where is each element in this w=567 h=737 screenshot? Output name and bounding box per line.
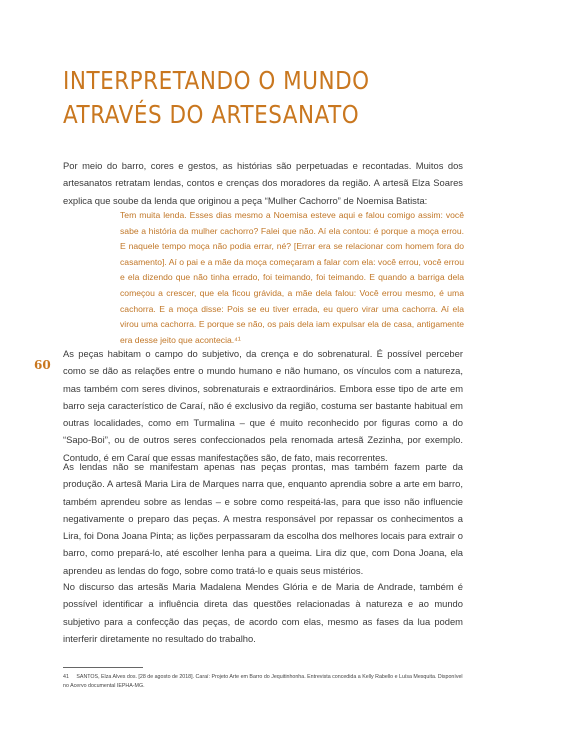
page-number: 60 xyxy=(34,358,51,372)
footnote-text: SANTOS, Elza Alves dos. [28 de agosto de 2018]. Caraí: Projeto Arte em Barro do Jequitinhonha. Entrevista concedida a Kelly Rabello e Luísa Mesquita. Disponível no Acervo documental IEPHA-MG. xyxy=(63,674,463,689)
page-title: INTERPRETANDO O MUNDO ATRAVÉS DO ARTESANATO xyxy=(63,66,370,129)
paragraph-nature: No discurso das artesãs Maria Madalena Mendes Glória e de Maria de Andrade, também é possível identificar a influência direta das questões relacionadas à natureza e ao mundo subjetivo para a confecção das peças, de acordo com elas, mesmo as fases da lua podem interferir diretamente no resultado do trabalho. xyxy=(63,581,463,644)
intro-paragraph: Por meio do barro, cores e gestos, as histórias são perpetuadas e recontadas. Muitos dos artesanatos retratam lendas, contos e crenças dos moradores da região. A artesã Elza Soares explica que soube da lenda que originou a peça “Mulher Cachorro” de Noemisa Batista: xyxy=(63,160,463,206)
paragraph-legends: As lendas não se manifestam apenas nas peças prontas, mas também fazem parte da produção. A artesã Maria Lira de Marques narra que, enquanto aprendia sobre a arte em barro, também aprendeu sobre as lendas – e sobre como respeitá-las, para que isso não influencie negativamente o preparo das peças. A mestra responsável por repassar os conhecimentos a Lira, foi Dona Joana Pinta; as lições perpassaram da escolha dos melhores locais para extrair o barro, como prepará-lo, até escolher lenha para a queima. Lira diz que, com Dona Joana, ela aprendeu as lendas do fogo, sobre como tratá-lo e quais seus mistérios. xyxy=(63,461,463,576)
footnote xyxy=(63,673,463,691)
paragraph-subjective: As peças habitam o campo do subjetivo, da crença e do sobrenatural. É possível perceber como se dão as relações entre o mundo humano e não humano, os vínculos com a natureza, mas também com seres divinos, sobrenaturais e extraordinários. Embora esse tipo de arte em barro seja característico de Caraí, não é exclusivo da região, costuma ser bastante habitual em outras localidades, como em Turmalina – que é muito reconhecido por figuras como a do “Sapo-Boi”, ou de outros seres confeccionados pela renomada artesã Zezinha, por exemplo. Contudo, é em Caraí que essas manifestações são, de fato, mais recorrentes. xyxy=(63,348,463,463)
block-quote: Tem muita lenda. Esses dias mesmo a Noemisa esteve aqui e falou comigo assim: você sabe a história da mulher cachorro? Falei que não. Aí ela contou: é porque a moça errou. E naquele tempo moça não podia errar, né? [Errar era se relacionar com homem fora do casamento]. Aí o pai e a mãe da moça começaram a falar com ela: você errou, você errou e ela dizendo que não tinha errado, foi teimando, foi teimando. E quando a barriga dela começou a crescer, que ela ficou grávida, a mãe dela falou: Você errou mesmo, é uma cachorra. E a moça disse: Pois se eu tiver errada, eu quero virar uma cachorra. Aí ela virou uma cachorra. E porque se não, os pais dela iam expulsar ela de casa, antigamente era desse jeito que acontecia.⁴¹ xyxy=(120,210,464,345)
footnote-divider xyxy=(63,667,143,668)
footnote-number: 41 xyxy=(63,674,69,680)
